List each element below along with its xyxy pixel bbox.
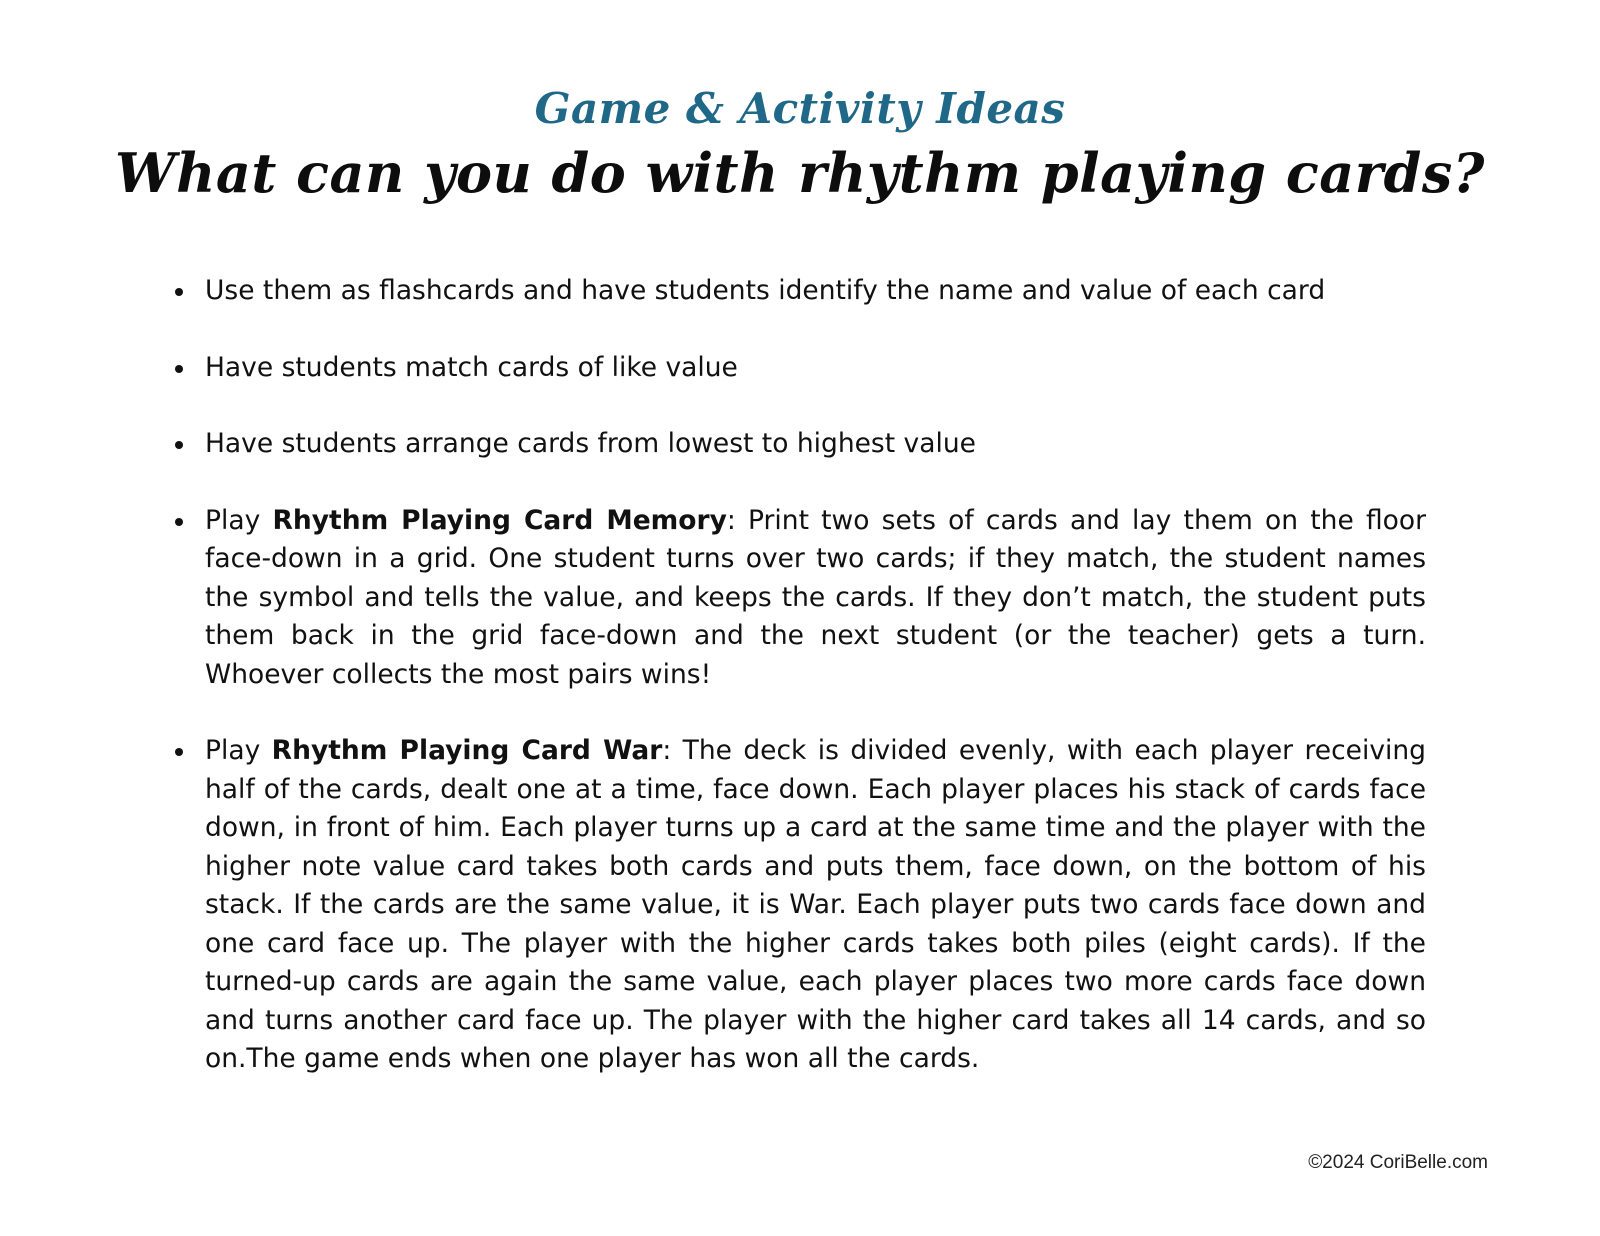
copyright-notice: ©2024 CoriBelle.com — [1308, 1152, 1488, 1173]
list-item-text: Have students arrange cards from lowest to highest value — [205, 428, 976, 459]
game-name-memory: Rhythm Playing Card Memory — [272, 504, 727, 536]
list-item — [172, 272, 1426, 311]
list-item — [172, 502, 1426, 695]
header — [0, 82, 1600, 208]
activity-list — [172, 272, 1426, 1117]
list-item-text: Have students match cards of like value — [205, 351, 738, 383]
list-item-prefix: Play — [205, 735, 272, 766]
section-kicker: Game & Activity Ideas — [534, 84, 1066, 133]
list-item — [172, 349, 1426, 388]
bullet-icon — [175, 748, 183, 756]
bullet-icon — [175, 288, 183, 296]
bullet-icon — [175, 365, 183, 373]
list-item — [172, 425, 1426, 464]
list-item-text: : The deck is divided evenly, with each player receiving half of the cards, dealt one at a time, face down. Each player places his stack of cards face down, in front of him. Each player turns up a card at the same time and the player with the higher note value card takes both cards and puts them, face down, on the bottom of his stack. If the cards are the same value, it is War. Each player puts two cards face down and one card face up. The player with the higher cards takes both piles (eight cards). If the turned-up cards are again the same value, each player places two more cards face down and turns another card face up. The player with the higher card takes all 14 cards, and so on.The game ends when one player has won all the cards. — [205, 735, 1426, 1074]
game-name-war: Rhythm Playing Card War — [271, 735, 663, 766]
list-item-text: : Print two sets of cards and lay them on the floor face-down in a grid. One student turns over two cards; if they match, the student names the symbol and tells the value, and keeps the cards. If they don’t match, the student puts them back in the grid face-down and the next student (or the teacher) gets a turn. Whoever collects the most pairs wins! — [205, 504, 1426, 690]
bullet-icon — [175, 518, 183, 526]
page-title: What can you do with rhythm playing cards? — [115, 141, 1485, 205]
list-item-text: Use them as flashcards and have students identify the name and value of each card — [205, 275, 1326, 306]
bullet-icon — [175, 441, 183, 449]
list-item — [172, 732, 1426, 1079]
list-item-prefix: Play — [205, 504, 273, 536]
